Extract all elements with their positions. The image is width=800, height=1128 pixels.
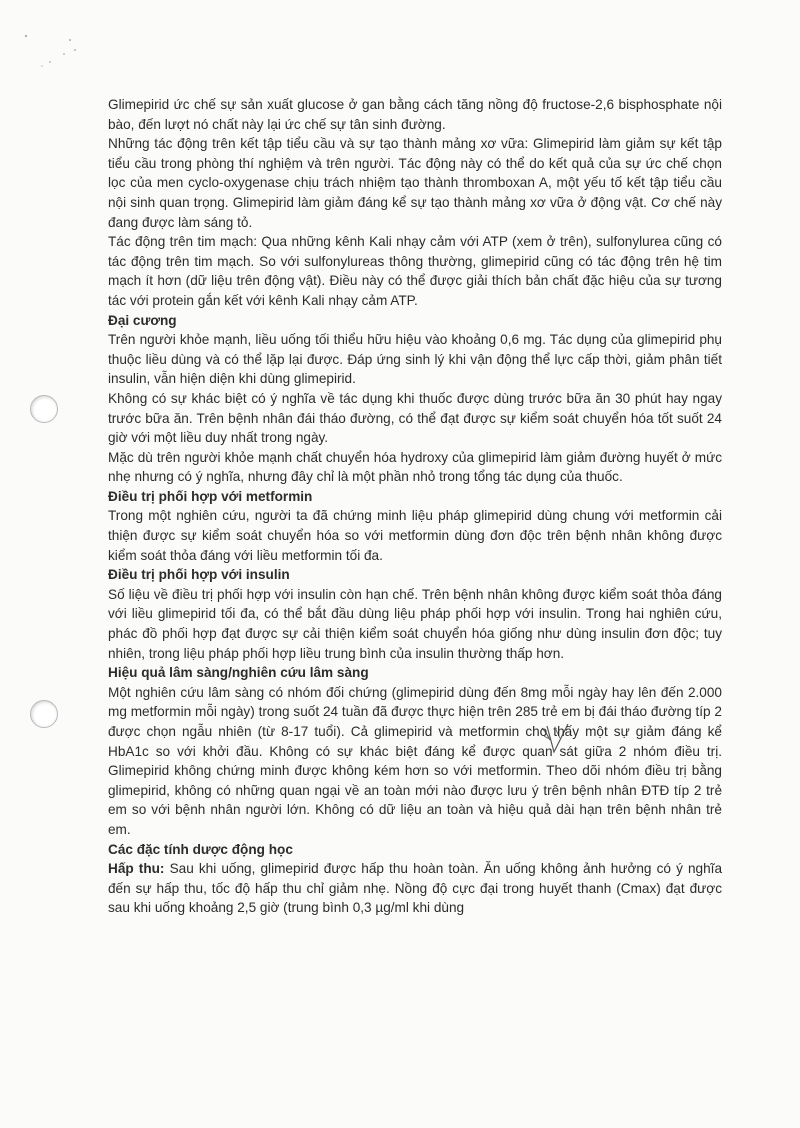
section-heading: Hiệu quả lâm sàng/nghiên cứu lâm sàng [108, 665, 369, 681]
scan-specks [20, 30, 90, 85]
section-heading: Đại cương [108, 312, 177, 328]
punch-hole-icon [30, 395, 58, 423]
punch-hole-icon [30, 700, 58, 728]
document-body [108, 95, 722, 918]
paragraph: Trong một nghiên cứu, người ta đã chứng minh liệu pháp glimepirid dùng chung với metformin cải thiện được sự kiểm soát chuyển hóa so với metformin dùng đơn độc trên bệnh nhân không được kiểm soát thỏa đáng với liều metformin tối đa. [108, 508, 722, 563]
paragraph: Số liệu về điều trị phối hợp với insulin còn hạn chế. Trên bệnh nhân không được kiểm soát thỏa đáng với liều glimepirid tối đa, có thể bắt đầu dùng liệu pháp phối hợp với insulin. Trong hai nghiên cứu, phác đồ phối hợp đạt được sự cải thiện kiểm soát chuyển hóa giống như dùng insulin đơn độc; tuy nhiên, trong liệu pháp phối hợp liều trung bình của insulin thường thấp hơn. [108, 586, 722, 661]
paragraph: Những tác động trên kết tập tiểu cầu và sự tạo thành mảng xơ vữa: Glimepirid làm giảm sự kết tập tiểu cầu trong phòng thí nghiệm và trên người. Tác động này có thể do kết quả của sự ức chế chọn lọc của men cyclo-oxygenase chịu trách nhiệm tạo thành thromboxan A, một yếu tố kết tập tiểu cầu nội sinh quan trọng. Glimepirid làm giảm đáng kể sự tạo thành mảng xơ vữa ở động vật. Cơ chế này đang được làm sáng tỏ. [108, 136, 722, 230]
paragraph: Không có sự khác biệt có ý nghĩa về tác dụng khi thuốc được dùng trước bữa ăn 30 phút hay ngay trước bữa ăn. Trên bệnh nhân đái tháo đường, có thể đạt được sự kiểm soát chuyển hóa tốt suốt 24 giờ với một liều duy nhất trong ngày. [108, 390, 722, 446]
paragraph-lead: Hấp thu: [108, 861, 165, 877]
paragraph: Trên người khỏe mạnh, liều uống tối thiểu hữu hiệu vào khoảng 0,6 mg. Tác dụng của glimepirid phụ thuộc liều dùng và có thể lặp lại được. Đáp ứng sinh lý khi vận động thể lực cấp thời, giảm phân tiết insulin, vẫn hiện diện khi dùng glimepirid. [108, 332, 722, 387]
section-heading: Các đặc tính dược động học [108, 841, 293, 857]
paragraph [108, 859, 722, 918]
paragraph-text: Sau khi uống, glimepirid được hấp thu hoàn toàn. Ăn uống không ảnh hưởng có ý nghĩa đến sự hấp thu, tốc độ hấp thu chỉ giảm nhẹ. Nồng độ cực đại trong huyết thanh (Cmax) đạt được sau khi uống khoảng 2,5 giờ (trung bình 0,3 µg/ml khi dùng [108, 861, 723, 916]
paragraph: Mặc dù trên người khỏe mạnh chất chuyển hóa hydroxy của glimepirid làm giảm đường huyết ở mức nhẹ nhưng có ý nghĩa, nhưng đây chỉ là một phần nhỏ trong tổng tác dụng của thuốc. [108, 449, 722, 485]
section-heading: Điều trị phối hợp với metformin [108, 488, 313, 504]
paragraph: Một nghiên cứu lâm sàng có nhóm đối chứng (glimepirid dùng đến 8mg mỗi ngày hay lên đến 2.000 mg metformin mỗi ngày) trong suốt 24 tuần đã được thực hiện trên 285 trẻ em bị đái tháo đường típ 2 được chọn ngẫu nhiên (từ 8-17 tuổi). Cả glimepirid và metformin cho thấy một sự giảm đáng kể HbA1c so với khởi đầu. Không có sự khác biệt đáng kể được quan sát giữa 2 nhóm điều trị. Glimepirid không chứng minh được không kém hơn so với metformin. Theo dõi nhóm điều trị bằng glimepirid, không có những quan ngại về an toàn mới nào được lưu ý trên bệnh nhân ĐTĐ típ 2 trẻ em so với bệnh nhân người lớn. Không có dữ liệu an toàn và hiệu quả dài hạn trên bệnh nhân trẻ em. [108, 684, 722, 837]
section-heading: Điều trị phối hợp với insulin [108, 567, 290, 583]
paragraph: Tác động trên tim mạch: Qua những kênh Kali nhạy cảm với ATP (xem ở trên), sulfonylurea cũng có tác động trên tim mạch. So với sulfonylureas thông thường, glimepirid cũng có tác động trên hệ tim mạch ít hơn (dữ liệu trên động vật). Điều này có thể được giải thích bản chất đặc hiệu của sự tương tác với protein gắn kết với kênh Kali nhạy cảm ATP. [108, 234, 722, 308]
paragraph: Glimepirid ức chế sự sản xuất glucose ở gan bằng cách tăng nồng độ fructose-2,6 bisphosphate nội bào, đến lượt nó chất này lại ức chế sự tân sinh đường. [108, 97, 722, 132]
